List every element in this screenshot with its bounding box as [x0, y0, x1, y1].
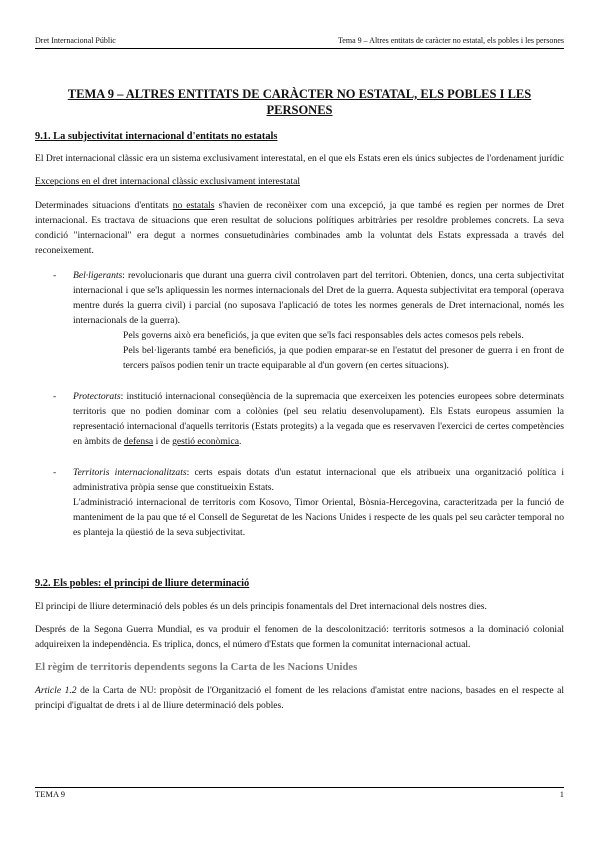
article-text: de la Carta de NU: propòsit de l'Organització el foment de les relacions d'amistat entre nacions, basades en el respecte al principi d'igualtat de drets i al de lliure determinació dels pobles.	[35, 685, 564, 711]
page-footer	[35, 787, 564, 800]
bullet-internationalized-territories	[35, 465, 564, 540]
bullet-term: Bel·ligerants	[73, 270, 123, 281]
bullet-text: : revolucionaris que durant una guerra civil controlaven part del territori. Obtenien, doncs, una certa subjectivitat internacional i que se'ls apliquessin les normes internacionals del Dret de la guerra. Aquesta subjectivitat era temporal (operava mentre durés la guerra civil) i parcial (no suposava l'aplicació de totes les normes generals de Dret internacional, només les internacionals de la guerra).	[73, 270, 564, 326]
dash-marker: -	[53, 467, 57, 478]
footer-label: TEMA 9	[35, 789, 65, 799]
text-run: Determinades situacions d'entitats	[35, 200, 173, 211]
article-paragraph	[35, 683, 564, 713]
decolonization-paragraph: Després de la Segona Guerra Mundial, es va produir el fenomen de la descolonització: territoris sotmesos a la dominació colonial adquireixen la independència. Es triplica, doncs, el número d'Estats que formen la comunitat internacional actual.	[35, 624, 564, 650]
text-run: s'havien de reconèixer com una excepció, ja que també es regien per normes de Dret internacional. Es tractava de situacions que eren resultat de solucions polítiques arbitràries per resoldre problemes concrets. La seva condició "internacional" era degut a normes consuetudinàries combinades amb la voluntat dels Estats expressada a través del reconeixement.	[35, 200, 564, 256]
underlined-term: no estatals	[172, 200, 215, 211]
section-heading-9-2: 9.2. Els pobles: el principi de lliure determinació	[35, 578, 250, 589]
bullet-paragraph: L'administració internacional de territoris com Kosovo, Timor Oriental, Bòsnia-Hercegovina, caracteritzada per la funció de manteniment de la pau que té el Consell de Seguretat de les Nacions Unides i respecte de les quals pel seu caràcter temporal no es planteja la qüestió de la seva subjectivitat.	[73, 497, 564, 538]
bullet-subparagraph: Pels governs això era beneficiós, ja que eviten que se'ls faci responsables dels actes comesos pels rebels.	[123, 330, 524, 341]
header-chapter-title: Tema 9 – Altres entitats de caràcter no estatal, els pobles i les persones	[337, 36, 564, 45]
bullet-term: Protectorats	[73, 391, 121, 402]
bullet-subparagraph: Pels bel·ligerants també era beneficiós, ja que podien emparar-se en l'estatut del presoner de guerra i en front de tercers països podien tenir un tracte equiparable al d'un govern (en certes situacions).	[123, 345, 564, 371]
underlined-term: defensa	[123, 436, 154, 447]
exceptions-paragraph	[35, 198, 564, 258]
page-content	[35, 86, 564, 721]
bullet-belligerents	[35, 268, 564, 373]
dash-marker: -	[53, 270, 57, 281]
page-number: 1	[559, 789, 564, 799]
article-term: Article 1.2	[35, 685, 77, 696]
text-run: .	[238, 436, 242, 447]
bullet-text: : certs espais dotats d'un estatut internacional que els atribueix una organització política i administrativa pròpia sense que constitueixin Estats.	[73, 467, 564, 493]
header-course-name: Dret Internacional Públic	[35, 36, 116, 45]
document-title: TEMA 9 – ALTRES ENTITATS DE CARÀCTER NO ESTATAL, ELS POBLES I LES PERSONES	[67, 87, 532, 117]
bullet-protectorates	[35, 389, 564, 449]
section-heading-9-1: 9.1. La subjectivitat internacional d'entitats no estatals	[35, 131, 278, 142]
bullet-text: : institució internacional conseqüència de la supremacia que exerceixen les potencies europees sobre determinats territoris que no podien dominar com a colònies (pel seu relatiu desenvolupament). Els Estats europeus assumien la representació internacional d'aquells territoris (Estats protegits) a la vegada que es reservaven l'exercici de certes competències en àmbits de	[73, 391, 564, 447]
subheading-dependent-territories: El règim de territoris dependents segons la Carta de les Nacions Unides	[35, 662, 358, 673]
section-intro-paragraph: El Dret internacional clàssic era un sistema exclusivament interestatal, en el que els Estats eren els únics subjectes de l'ordenament jurídic	[35, 153, 564, 164]
self-determination-paragraph: El principi de lliure determinació dels pobles és un dels principis fonamentals del Dret internacional dels nostres dies.	[35, 601, 487, 612]
text-run: i de	[153, 436, 173, 447]
subheading-exceptions: Excepcions en el dret internacional clàssic exclusivament interestatal	[35, 176, 301, 187]
underlined-term: gestió econòmica	[172, 436, 239, 447]
page-header	[35, 35, 564, 49]
dash-marker: -	[53, 391, 57, 402]
bullet-term: Territoris internacionalitzats	[73, 467, 187, 478]
